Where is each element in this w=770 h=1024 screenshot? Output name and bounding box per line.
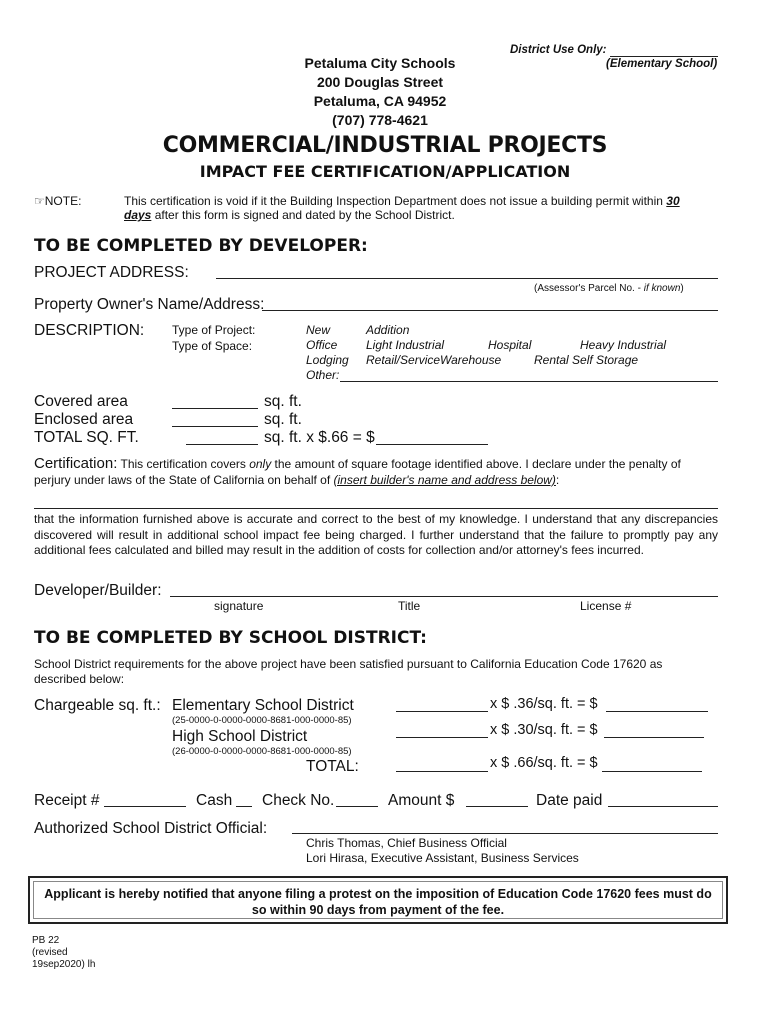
district-use-field[interactable]: [610, 56, 718, 57]
elementary-rate: x $ .36/sq. ft. = $: [490, 696, 598, 712]
total-sqft-label: TOTAL SQ. FT.: [34, 429, 139, 446]
page-title: COMMERCIAL/INDUSTRIAL PROJECTS: [162, 133, 608, 158]
note-days-num: 30: [666, 194, 680, 208]
total-rate: x $ .66/sq. ft. = $: [490, 755, 598, 771]
total-calc: sq. ft. x $.66 = $: [264, 429, 375, 446]
cert-colon: :: [555, 473, 560, 487]
covered-sqft: sq. ft.: [264, 393, 302, 410]
note-label: ☞NOTE:: [34, 194, 82, 208]
total-amount-school-field[interactable]: [602, 771, 702, 772]
official-signature-field[interactable]: [292, 833, 718, 834]
school-requirements: School District requirements for the above project have been satisfied pursuant to California Education Code 17620 as described below:: [34, 657, 663, 686]
assessor-end: ): [680, 283, 684, 294]
assessor-italic: if known: [643, 283, 681, 294]
chargeable-label: Chargeable sq. ft.:: [34, 697, 161, 714]
project-address-label: PROJECT ADDRESS:: [34, 264, 189, 281]
check-field[interactable]: [336, 806, 378, 807]
total-sqft-field[interactable]: [186, 444, 258, 445]
cert-insert: (insert builder's name and address below): [333, 473, 556, 487]
receipt-field[interactable]: [104, 806, 186, 807]
high-school-label: High School District: [172, 728, 308, 745]
developer-heading: TO BE COMPLETED BY DEVELOPER:: [34, 236, 368, 256]
total-amount-field[interactable]: [376, 444, 488, 445]
covered-area-label: Covered area: [34, 393, 128, 410]
school-total-label: TOTAL:: [306, 758, 359, 775]
elementary-sqft-field[interactable]: [396, 711, 488, 712]
official-name-2: Lori Hirasa, Executive Assistant, Business Services: [306, 851, 579, 865]
certification-label: Certification:: [34, 455, 118, 472]
option-office[interactable]: Office: [306, 338, 338, 352]
option-retail-warehouse[interactable]: Retail/ServiceWarehouse: [366, 353, 502, 367]
option-heavy-industrial[interactable]: Heavy Industrial: [580, 338, 667, 352]
official-name-1: Chris Thomas, Chief Business Official: [306, 836, 507, 850]
enclosed-sqft: sq. ft.: [264, 411, 302, 428]
check-label: Check No.: [262, 792, 335, 809]
cert-text-b: the amount of square footage identified above. I declare under the penalty of perjury under laws of the State of California on behalf of: [34, 457, 681, 487]
org-street: 200 Douglas Street: [316, 74, 444, 90]
covered-area-field[interactable]: [172, 408, 258, 409]
high-school-code: (26-0000-0-0000-0000-8681-000-0000-85): [172, 746, 352, 757]
other-field[interactable]: [340, 381, 718, 382]
option-rental-self-storage[interactable]: Rental Self Storage: [534, 353, 639, 367]
project-address-field[interactable]: [216, 278, 718, 279]
school-heading: TO BE COMPLETED BY SCHOOL DISTRICT:: [34, 628, 427, 648]
cert-only: only: [249, 457, 272, 471]
date-paid-field[interactable]: [608, 806, 718, 807]
cash-label: Cash: [196, 792, 233, 809]
enclosed-area-field[interactable]: [172, 426, 258, 427]
note-days-word: days: [124, 208, 152, 222]
footer-form-id: PB 22: [32, 935, 60, 946]
cert-text-a: This certification covers: [117, 457, 250, 471]
district-use-label: District Use Only:: [510, 44, 607, 56]
footer-revised: (revised: [32, 947, 68, 958]
footer-date: 19sep2020) lh: [32, 959, 96, 970]
title-caption: Title: [398, 599, 421, 613]
org-city: Petaluma, CA 94952: [313, 93, 447, 109]
assessor-text: (Assessor's Parcel No. -: [534, 283, 644, 294]
option-addition[interactable]: Addition: [366, 323, 410, 337]
type-space-label: Type of Space:: [172, 339, 253, 353]
high-rate: x $ .30/sq. ft. = $: [490, 722, 598, 738]
org-address-block: [270, 54, 490, 130]
note-text-2: after this form is signed and dated by the School District.: [151, 208, 455, 222]
date-paid-label: Date paid: [536, 792, 603, 809]
option-light-industrial[interactable]: Light Industrial: [366, 338, 445, 352]
elementary-label: Elementary School District: [172, 697, 354, 714]
assessor-note: [534, 283, 684, 294]
note-text-1: This certification is void if it the Building Inspection Department does not issue a building permit within: [124, 194, 663, 208]
org-name: Petaluma City Schools: [304, 55, 456, 71]
certification-paragraph-2: that the information furnished above is accurate and correct to the best of my knowledge. I understand that any discrepancies discovered will result in additional school impact fee being charged. I further understand that the failure to promptly pay any additional fees calculated and billed may result in the addition of costs for collection and/or attorney's fees incurred.: [34, 512, 718, 557]
option-lodging[interactable]: Lodging: [306, 353, 349, 367]
total-sqft-school-field[interactable]: [396, 771, 488, 772]
receipt-label: Receipt #: [34, 792, 100, 809]
official-label: Authorized School District Official:: [34, 820, 268, 837]
high-sqft-field[interactable]: [396, 737, 488, 738]
elementary-amount-field[interactable]: [606, 711, 708, 712]
form-footer: [32, 935, 95, 971]
page-subtitle: IMPACT FEE CERTIFICATION/APPLICATION: [199, 162, 571, 181]
description-label: DESCRIPTION:: [34, 322, 145, 339]
option-other[interactable]: Other:: [306, 368, 340, 382]
owner-field[interactable]: [262, 310, 718, 311]
org-phone: (707) 778-4621: [332, 112, 428, 128]
enclosed-area-label: Enclosed area: [34, 411, 134, 428]
signature-caption: signature: [214, 599, 264, 613]
license-caption: License #: [580, 599, 632, 613]
option-new[interactable]: New: [306, 323, 331, 337]
protest-notice-text: Applicant is hereby notified that anyone filing a protest on the imposition of Education Code 17620 fees must do so within 90 days from payment of the fee.: [44, 887, 712, 917]
builder-label: Developer/Builder:: [34, 582, 162, 599]
owner-label: Property Owner's Name/Address:: [34, 296, 265, 313]
amount-label: Amount $: [388, 792, 455, 809]
certification-text: [34, 456, 720, 488]
cash-field[interactable]: [236, 806, 252, 807]
protest-notice-box: [28, 876, 728, 924]
district-use-sublabel: (Elementary School): [606, 58, 718, 70]
amount-field[interactable]: [466, 806, 528, 807]
builder-signature-field[interactable]: [170, 596, 718, 597]
type-project-label: Type of Project:: [172, 323, 256, 337]
note-text: [124, 194, 724, 222]
high-amount-field[interactable]: [604, 737, 704, 738]
builder-name-field[interactable]: [34, 508, 718, 509]
option-hospital[interactable]: Hospital: [488, 338, 532, 352]
elementary-code: (25-0000-0-0000-0000-8681-000-0000-85): [172, 715, 352, 726]
